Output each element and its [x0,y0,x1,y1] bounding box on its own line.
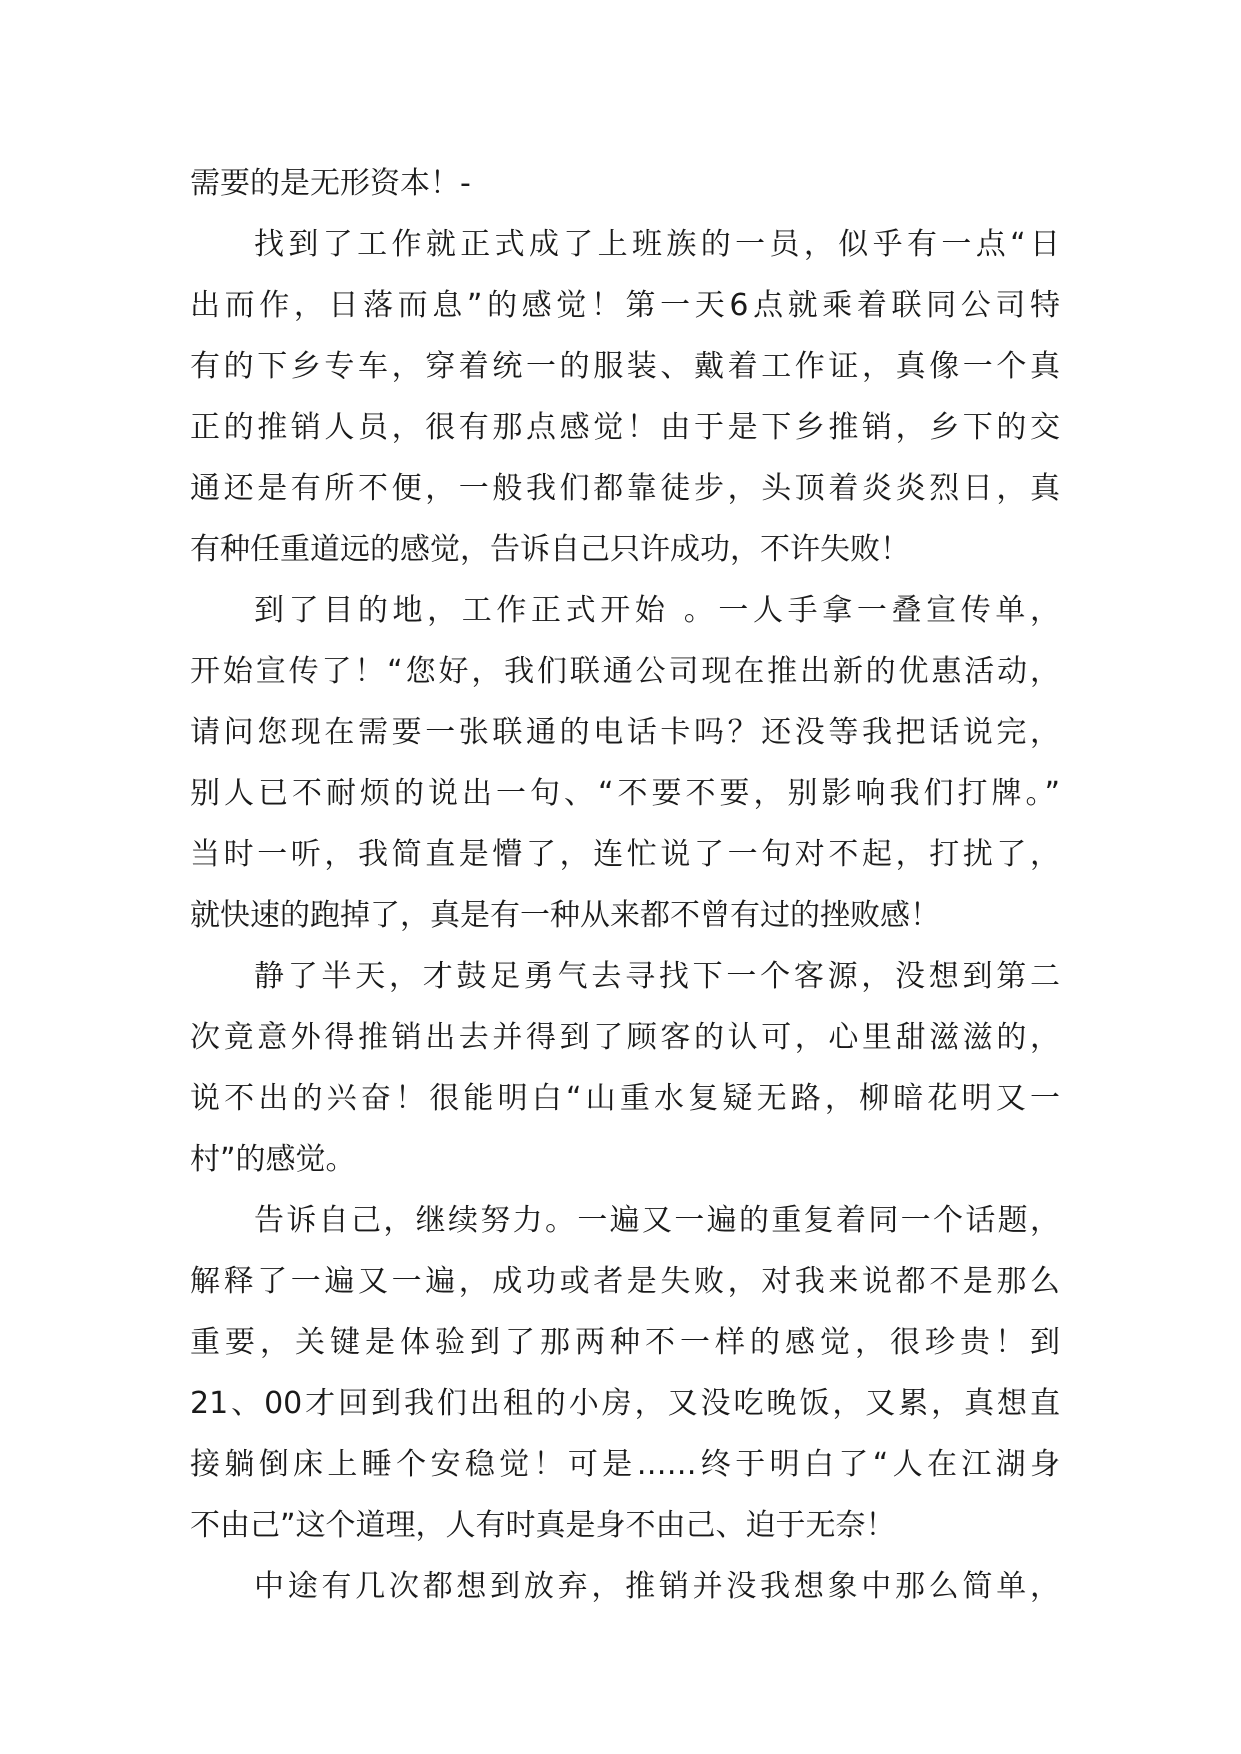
text-line: 当时一听，我简直是懵了，连忙说了一句对不起，打扰了， [190,837,1060,872]
paragraph-first-line: 中途有几次都想到放弃，推销并没我想象中那么简单， [254,1569,1060,1604]
text-line: 开始宣传了！“您好，我们联通公司现在推出新的优惠活动， [190,654,1060,689]
text-line: 就快速的跑掉了，真是有一种从来都不曾有过的挫败感！ [190,898,940,933]
text-line: 正的推销人员，很有那点感觉！由于是下乡推销，乡下的交 [190,410,1060,445]
text-line: 21、00才回到我们出租的小房，又没吃晚饭，又累，真想直 [190,1386,1060,1421]
text-line: 出而作，日落而息”的感觉！第一天6点就乘着联同公司特 [190,288,1060,323]
paragraph-first-line: 告诉自己，继续努力。一遍又一遍的重复着同一个话题， [254,1203,1060,1238]
text-line: 接躺倒床上睡个安稳觉！可是……终于明白了“人在江湖身 [190,1447,1060,1482]
text-line: 通还是有所不便，一般我们都靠徒步，头顶着炎炎烈日，真 [190,471,1060,506]
text-line: 有的下乡专车，穿着统一的服装、戴着工作证，真像一个真 [190,349,1060,384]
text-line: 重要，关键是体验到了那两种不一样的感觉，很珍贵！到 [190,1325,1060,1360]
text-line: 请问您现在需要一张联通的电话卡吗？还没等我把话说完， [190,715,1060,750]
body-text [190,153,1060,1617]
text-line: 别人已不耐烦的说出一句、“不要不要，别影响我们打牌。” [190,776,1060,811]
paragraph-first-line: 找到了工作就正式成了上班族的一员，似乎有一点“日 [254,227,1060,262]
text-line: 村”的感觉。 [190,1142,356,1177]
text-line: 不由己”这个道理，人有时真是身不由己、迫于无奈！ [190,1508,896,1543]
text-line: 解释了一遍又一遍，成功或者是失败，对我来说都不是那么 [190,1264,1060,1299]
text-line: 需要的是无形资本！- [190,166,471,201]
text-line: 有种任重道远的感觉，告诉自己只许成功，不许失败！ [190,532,910,567]
text-line: 说不出的兴奋！很能明白“山重水复疑无路，柳暗花明又一 [190,1081,1060,1116]
paragraph-first-line: 静了半天，才鼓足勇气去寻找下一个客源，没想到第二 [254,959,1060,994]
paragraph-first-line: 到了目的地，工作正式开始 。一人手拿一叠宣传单， [254,593,1060,628]
text-line: 次竟意外得推销出去并得到了顾客的认可，心里甜滋滋的， [190,1020,1060,1055]
